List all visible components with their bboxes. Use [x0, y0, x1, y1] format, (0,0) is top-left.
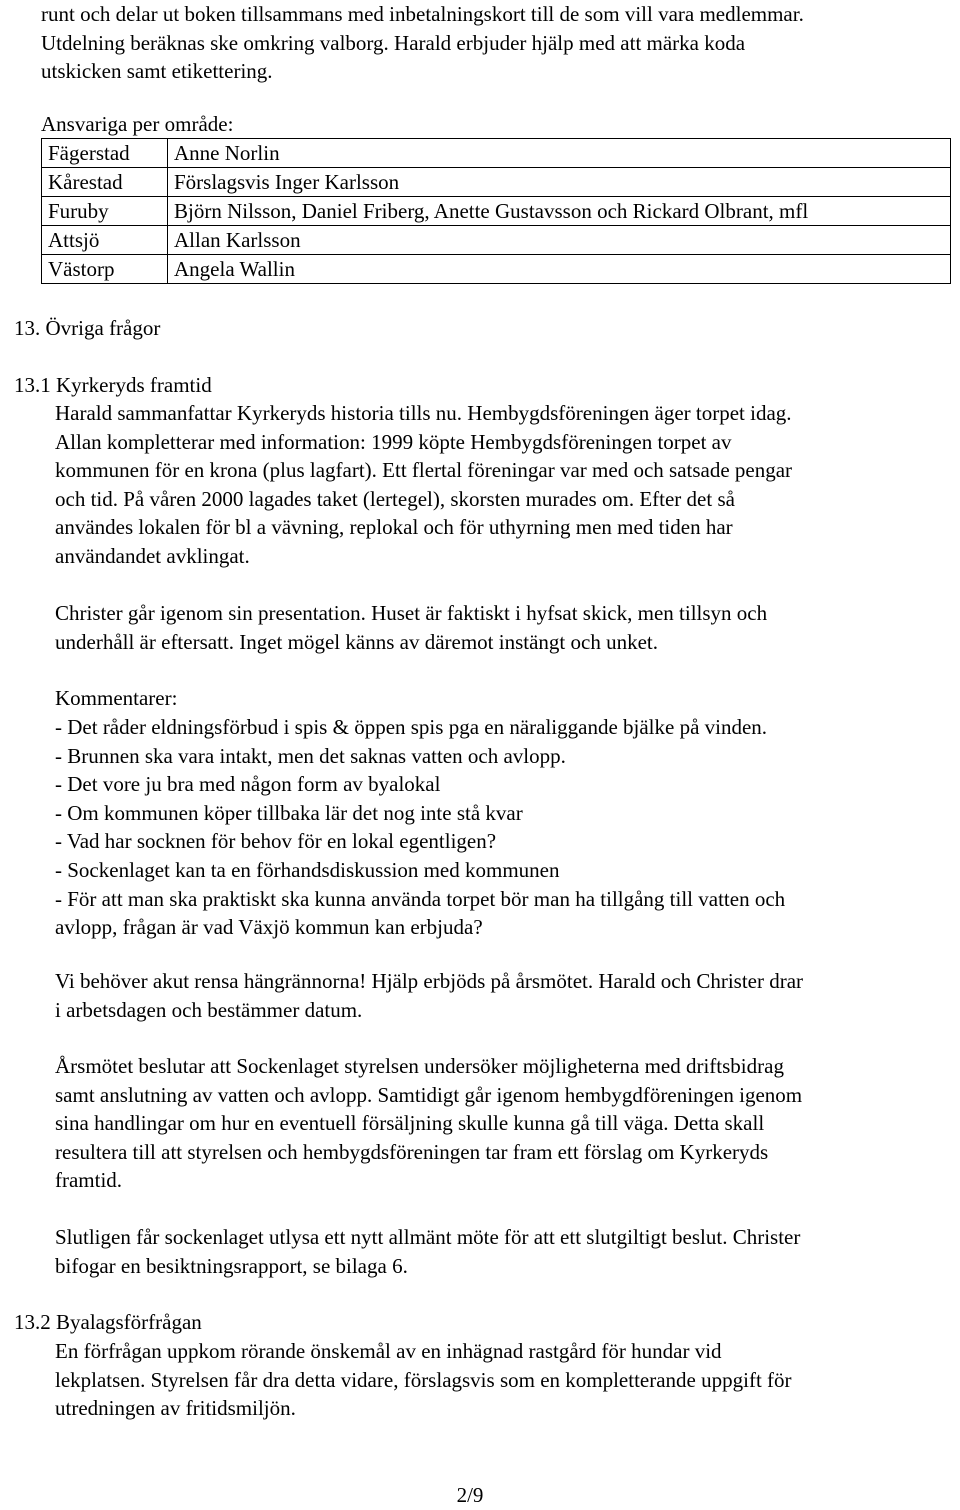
text-line: Årsmötet beslutar att Sockenlaget styrelsen undersöker möjligheterna med driftsbidrag [55, 1054, 784, 1078]
page-number: 2/9 [456, 1483, 484, 1507]
list-item: - För att man ska praktiskt ska kunna använda torpet bör man ha tillgång till vatten och [55, 886, 786, 911]
text-line: Christer går igenom sin presentation. Huset är faktiskt i hyfsat skick, men tillsyn och [55, 601, 768, 625]
text-line: samt anslutning av vatten och avlopp. Samtidigt går igenom hembygdföreningen igenom [55, 1082, 803, 1107]
paragraph [55, 1223, 800, 1280]
text-line: framtid. [55, 1168, 123, 1193]
responsibility-heading: Ansvariga per område: [41, 112, 234, 136]
text-line: resultera till att styrelsen och hembygdsföreningen tar fram ett förslag om Kyrkeryds [55, 1139, 769, 1164]
text-line: runt och delar ut boken tillsammans med inbetalningskort till de som vill vara medlemmar. [41, 2, 804, 26]
text-line: lekplatsen. Styrelsen får dra detta vidare, förslagsvis som en kompletterande uppgift för [55, 1367, 792, 1392]
text-line: Slutligen får sockenlaget utlysa ett nytt allmänt möte för att ett slutgiltigt beslut. Christer [55, 1225, 801, 1249]
area-cell: Fägerstad [42, 139, 168, 168]
table-row [42, 139, 951, 168]
table-row [42, 168, 951, 197]
names-cell: Allan Karlsson [168, 226, 951, 255]
comments-heading: Kommentarer: [55, 686, 178, 710]
responsibility-table [41, 138, 951, 284]
text-line: Vi behöver akut rensa hängrännorna! Hjälp erbjöds på årsmötet. Harald och Christer drar [55, 969, 804, 993]
names-cell: Anne Norlin [168, 139, 951, 168]
comments-list [55, 713, 785, 942]
text-line: i arbetsdagen och bestämmer datum. [55, 997, 363, 1022]
names-cell: Angela Wallin [168, 255, 951, 284]
list-item: - Om kommunen köper tillbaka lär det nog inte stå kvar [55, 800, 523, 825]
list-item: avlopp, frågan är vad Växjö kommun kan erbjuda? [55, 915, 483, 940]
paragraph [55, 599, 767, 656]
area-cell: Attsjö [42, 226, 168, 255]
text-line: sina handlingar om hur en eventuell försäljning skulle kunna gå till väga. Detta skall [55, 1111, 765, 1136]
text-line: En förfrågan uppkom rörande önskemål av en inhägnad rastgård för hundar vid [55, 1339, 722, 1363]
list-item: - Sockenlaget kan ta en förhandsdiskussion med kommunen [55, 857, 560, 882]
text-line: användes lokalen för bl a vävning, replokal och för uthyrning men med tiden har [55, 515, 733, 540]
area-cell: Kårestad [42, 168, 168, 197]
area-cell: Furuby [42, 197, 168, 226]
table-row [42, 197, 951, 226]
paragraph [55, 1052, 802, 1195]
list-item: - Vad har socknen för behov för en lokal egentligen? [55, 829, 497, 854]
subsection-heading: 13.2 Byalagsförfrågan [14, 1310, 202, 1334]
paragraph [55, 967, 803, 1024]
text-line: och tid. På våren 2000 lagades taket (lertegel), skorsten murades om. Efter det så [55, 486, 735, 511]
list-item: - Det vore ju bra med någon form av byalokal [55, 772, 441, 797]
intro-paragraph [41, 0, 804, 86]
table-row [42, 255, 951, 284]
subsection-heading: 13.1 Kyrkeryds framtid [14, 373, 212, 397]
table-row [42, 226, 951, 255]
list-item: - Det råder eldningsförbud i spis & öppen spis pga en näraliggande bjälke på vinden. [55, 715, 768, 739]
text-line: underhåll är eftersatt. Inget mögel känns av däremot instängt och unket. [55, 629, 658, 654]
text-line: bifogar en besiktningsrapport, se bilaga 6. [55, 1253, 408, 1278]
text-line: Allan kompletterar med information: 1999 köpte Hembygdsföreningen torpet av [55, 429, 732, 454]
names-cell: Björn Nilsson, Daniel Friberg, Anette Gustavsson och Rickard Olbrant, mfl [168, 197, 951, 226]
area-cell: Västorp [42, 255, 168, 284]
text-line: Utdelning beräknas ske omkring valborg. Harald erbjuder hjälp med att märka koda [41, 30, 746, 55]
text-line: Harald sammanfattar Kyrkeryds historia tills nu. Hembygdsföreningen äger torpet idag. [55, 401, 792, 425]
names-cell: Förslagsvis Inger Karlsson [168, 168, 951, 197]
text-line: kommunen för en krona (plus lagfart). Ett flertal föreningar var med och satsade pengar [55, 458, 793, 483]
text-line: utredningen av fritidsmiljön. [55, 1396, 296, 1421]
paragraph [55, 1337, 792, 1423]
paragraph [55, 399, 792, 571]
list-item: - Brunnen ska vara intakt, men det saknas vatten och avlopp. [55, 743, 566, 768]
text-line: utskicken samt etikettering. [41, 59, 273, 84]
text-line: användandet avklingat. [55, 543, 250, 568]
section-heading: 13. Övriga frågor [14, 316, 161, 340]
